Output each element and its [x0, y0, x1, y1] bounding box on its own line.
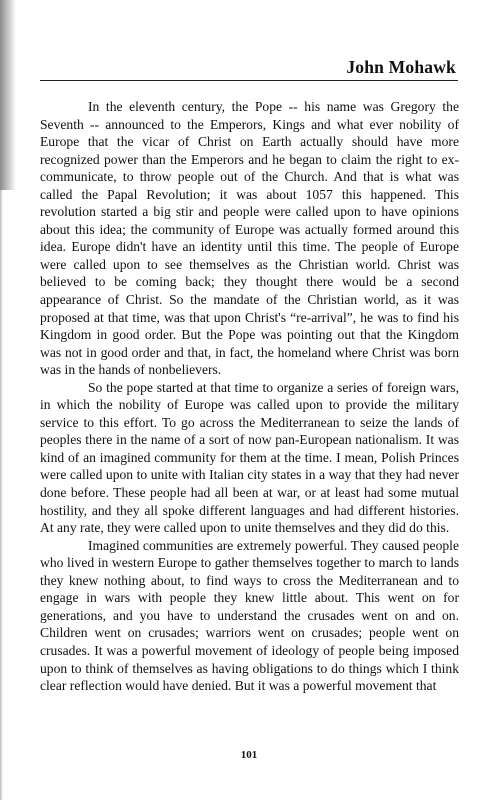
binding-shadow: [0, 0, 16, 190]
paragraph: Imagined communities are extremely powerful. They caused people who lived in western Europe to gather themselves together to march to lands they knew nothing about, to find ways to cross the Mediterranean and to engage in wars with people they knew little about. This went on for generations, and you have to understand the crusades went on and on. Children went on crusades; warriors went on crusades; people went on crusades. It was a powerful movement of ideology of people being imposed upon to think of themselves as having obligations to do things which I think clear reflection would have denied. But it was a powerful movement that: [40, 537, 459, 694]
page-number: 101: [240, 749, 258, 761]
paragraph: So the pope started at that time to organize a series of foreign wars, in which the nobility of Europe was called upon to provide the military service to this effort. To go across the Mediterranean to seize the lands of peoples there in the name of a sort of now pan-European nationalism. It was kind of an imagined community for them at the time. I mean, Polish Princes were called upon to unite with Italian city states in a way that they had never done before. These people had all been at war, or at least had some mutual hostility, and they all spoke different languages and had different histories. At any rate, they were called upon to unite themselves and they did do this.: [40, 379, 459, 536]
paragraph: In the eleventh century, the Pope -- his name was Gregory the Seventh -- announced to the Emperors, Kings and what ever nobility of Europe that the vicar of Christ on Earth actually should have more recognized power than the Emperors and he began to claim the right to ex-communicate, to throw people out of the Church. And that is what was called the Papal Revolution; it was about 1057 this happened. This revolution started a big stir and people were called upon to have opinions about this idea; the community of Europe was actually formed around this idea. Europe didn't have an identity until this time. The people of Europe were called upon to see themselves as the Christian world. Christ was believed to be coming back; they thought there would be a second appearance of Christ. So the mandate of the Christian world, as it was proposed at that time, was that upon Christ's “re-arrival”, he was to find his Kingdom in good order. But the Pope was pointing out that the Kingdom was not in good order and that, in fact, the homeland where Christ was born was in the hands of nonbelievers.: [40, 99, 459, 378]
binding-edge: [0, 190, 3, 800]
header-rule: [40, 80, 458, 81]
body-text: [40, 98, 459, 695]
running-header-title: John Mohawk: [346, 57, 456, 77]
